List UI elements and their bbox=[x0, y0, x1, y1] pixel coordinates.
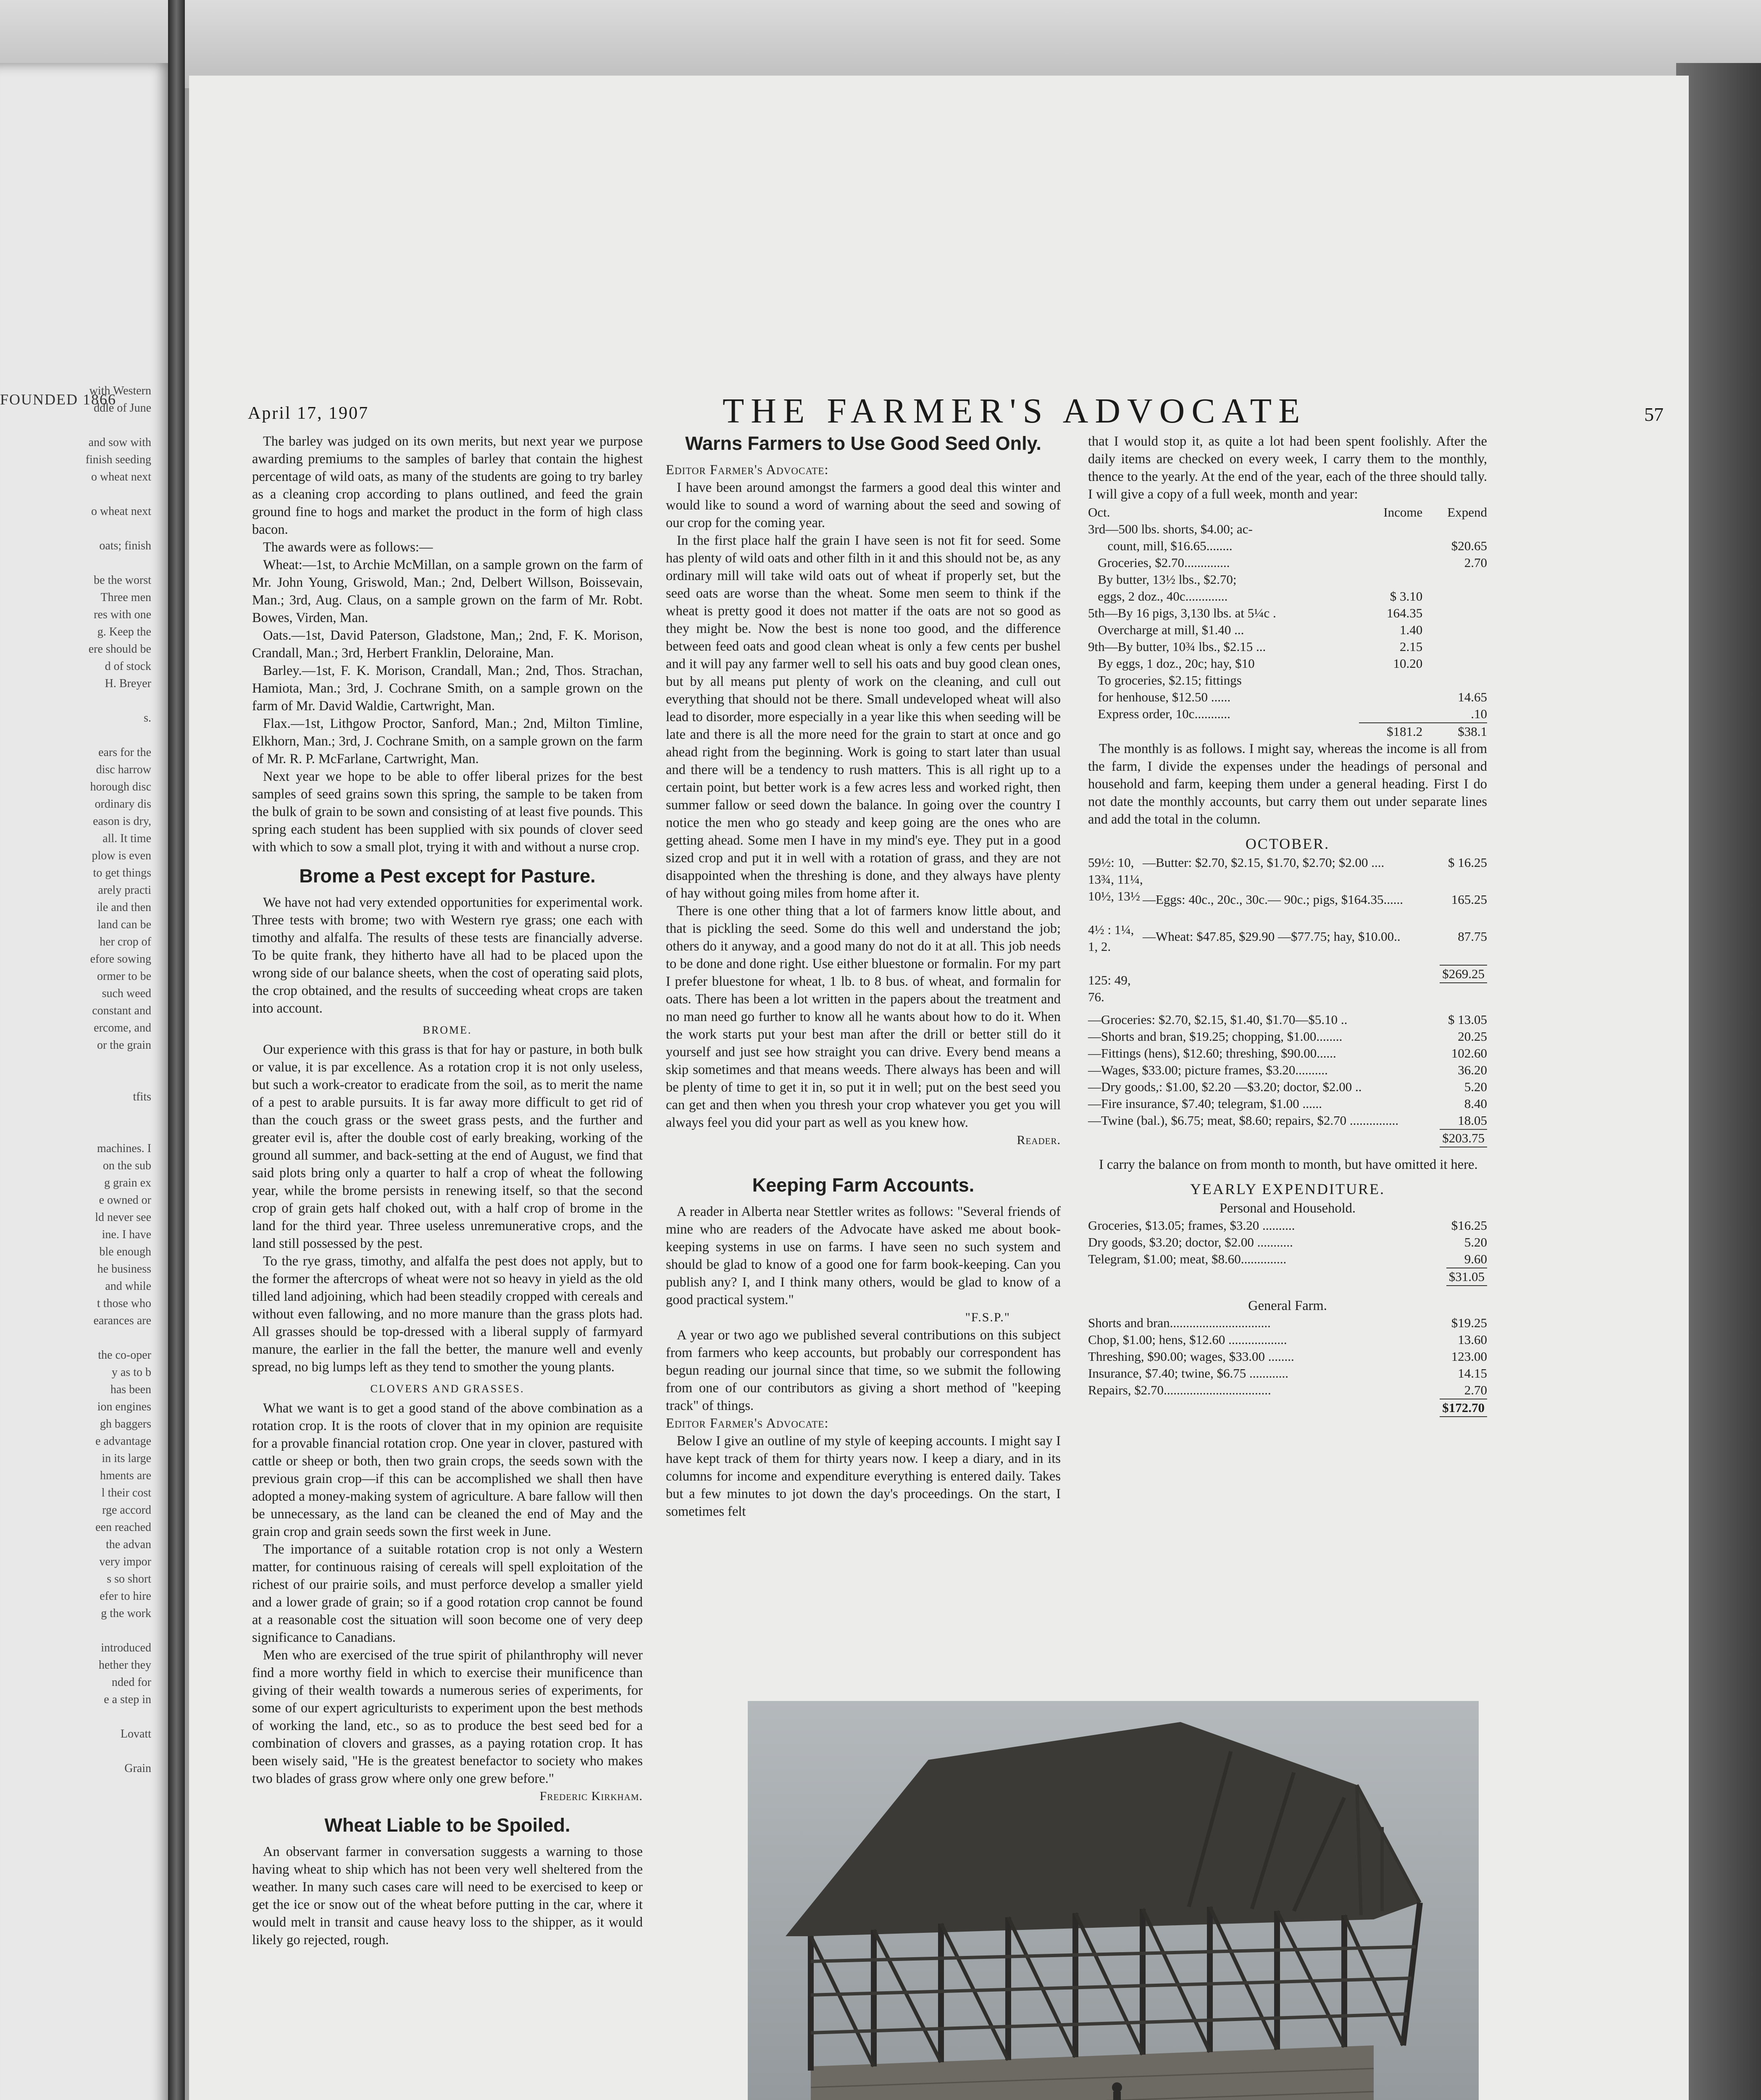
expend-value bbox=[1422, 655, 1487, 672]
fragment-line: on the sub bbox=[103, 1159, 151, 1172]
row-label: Telegram, $1.00; meat, $8.60.............. bbox=[1088, 1252, 1287, 1266]
personal-expenditure-table bbox=[1088, 1217, 1487, 1286]
table-row bbox=[1088, 1234, 1487, 1251]
table-row bbox=[1088, 1331, 1487, 1348]
income-value bbox=[1359, 521, 1422, 538]
expend-value bbox=[1422, 571, 1487, 588]
article-headline: Warns Farmers to Use Good Seed Only. bbox=[685, 433, 1041, 454]
publication-title: THE FARMER'S ADVOCATE bbox=[723, 391, 1307, 430]
row-label: Overcharge at mill, $1.40 ... bbox=[1088, 622, 1244, 637]
row-amount: 36.20 bbox=[1458, 1063, 1487, 1077]
fragment-line: hments are bbox=[100, 1469, 151, 1482]
fragment-line bbox=[8, 486, 151, 503]
fragment-line: hether they bbox=[98, 1659, 151, 1672]
table-row bbox=[1088, 1095, 1487, 1112]
date-line: 13¾, 11¼, bbox=[1088, 872, 1143, 887]
editor-salutation: Editor Farmer's Advocate: bbox=[666, 1416, 829, 1431]
fragment-line bbox=[8, 520, 151, 537]
table-row bbox=[1088, 706, 1487, 723]
fragment-line: gh baggers bbox=[100, 1418, 151, 1431]
paragraph: We have not had very extended opportunities for experimental work. Three tests with brome; two with Western rye grass; one each with timothy and alfalfa. The results of these tests are financially adverse. To be quite frank, they hitherto have all had to be placed upon the wrong side of our balance sheets, when the cost of operating said plots, the crop obtained, and the results of succeeding wheat crops are taken into account. bbox=[252, 895, 643, 1016]
newspaper-page bbox=[189, 76, 1689, 2100]
date-line bbox=[1088, 905, 1143, 921]
row-amount: $19.25 bbox=[1451, 1315, 1487, 1330]
fragment-line: to get things bbox=[93, 866, 151, 879]
paragraph: To the rye grass, timothy, and alfalfa the pest does not apply, but to the former the aftercrops of wheat were not so heavy in yield as the old tilled land adjoining, which had been steadily cropped with cereals and without even fallowing, and no more manure than the grass plots had. All grasses should be top-dressed with a liberal supply of farmyard manure, the earlier in the fall the better, the manure well and evenly spread, no big lumps left as they tend to smother the young plants. bbox=[252, 1254, 643, 1375]
paragraph: Flax.—1st, Lithgow Proctor, Sanford, Man.; 2nd, Milton Timline, Elkhorn, Man.; 3rd, J. Cochrane Smith, on a sample grown on the farm of Mr. R. P. McFarlane, Cartwright, Man. bbox=[252, 716, 643, 766]
income-value bbox=[1359, 706, 1422, 723]
fragment-line: e owned or bbox=[99, 1194, 151, 1207]
date-line: 76. bbox=[1088, 990, 1104, 1004]
table-total-row bbox=[1088, 1129, 1487, 1147]
fragment-line: t those who bbox=[97, 1297, 151, 1310]
table-row bbox=[1088, 1315, 1487, 1331]
fragment-line: res with one bbox=[94, 608, 151, 621]
personal-total: $31.05 bbox=[1446, 1268, 1487, 1286]
row-label: —Twine (bal.), $6.75; meat, $8.60; repairs, $2.70 ............... bbox=[1088, 1113, 1399, 1128]
paragraph: Men who are exercised of the true spirit of philanthrophy will never find a more worthy field in which to exercise their munificence than giving of their wealth towards a numerous series of experiments, for some of our expert agriculturists to experiment upon the best methods of working the land, etc., so as to produce the best seed bed for a combination of clovers and grasses, as a paying rotation crop. It has been wisely said, "He is the greatest benefactor to society who makes two blades of grass grow where only one grew before." bbox=[252, 1648, 643, 1786]
october-account bbox=[1088, 854, 1487, 1005]
row-label: By eggs, 1 doz., 20c; hay, $10 bbox=[1088, 656, 1255, 671]
signature: Reader. bbox=[1017, 1133, 1061, 1147]
row-amount: 9.60 bbox=[1464, 1252, 1487, 1266]
fragment-line: and sow with bbox=[88, 436, 151, 449]
column-header: Oct. bbox=[1088, 505, 1110, 520]
signature: "F.S.P." bbox=[965, 1310, 1010, 1324]
fragment-line: d of stock bbox=[105, 660, 151, 673]
table-row bbox=[1088, 1382, 1487, 1399]
fragment-line: with Western bbox=[89, 384, 151, 397]
row-label: To groceries, $2.15; fittings bbox=[1088, 673, 1242, 688]
fragment-line: g grain ex bbox=[104, 1176, 151, 1189]
income-value: $ 3.10 bbox=[1390, 589, 1423, 604]
fragment-line: plow is even bbox=[92, 849, 151, 862]
table-row bbox=[1088, 672, 1487, 689]
income-value: 2.15 bbox=[1400, 639, 1423, 654]
fragment-line: her crop of bbox=[100, 935, 151, 948]
row-label: count, mill, $16.65........ bbox=[1088, 538, 1233, 553]
barn-frame-illustration bbox=[748, 1701, 1479, 2100]
row-amount: 13.60 bbox=[1458, 1332, 1487, 1347]
fragment-line: ere should be bbox=[88, 643, 151, 656]
table-row bbox=[1088, 521, 1487, 538]
scan-top-margin bbox=[0, 0, 1761, 88]
row-amount: 18.05 bbox=[1458, 1113, 1487, 1128]
fragment-line: earances are bbox=[93, 1314, 151, 1327]
row-amount: 20.25 bbox=[1458, 1029, 1487, 1044]
column-2 bbox=[666, 433, 1061, 1520]
barn-frame-photo bbox=[748, 1701, 1479, 2100]
expend-value bbox=[1422, 605, 1487, 622]
paragraph: There is one other thing that a lot of farmers know little about, and that is pickling the seed. Some do this well and understand the job; others do it anyway, and a good many do not do it at all. This job needs to be done and done right. Use either bluestone or formalin. For my part I prefer bluestone for wheat, 1 lb. to 8 bus. of wheat, and formalin for oats. There has been a lot written in the papers about the treatment and no man need go further to know all he wants about how to do it. When the work starts put your best man after the drill or better still do it yourself and just see how straight you can drive. Every bend means a skip sometimes and that means weeds. There always has been and will be plenty of time to get it in, so put it in well; put on the best seed you can get and then when you thresh your crop whatever you get you will always feel you did your part as well as you knew how. bbox=[666, 903, 1061, 1130]
fragment-line bbox=[8, 1105, 151, 1123]
column-header: Expend bbox=[1447, 505, 1487, 520]
row-label: —Fittings (hens), $12.60; threshing, $90.00...... bbox=[1088, 1046, 1336, 1060]
income-value: 10.20 bbox=[1393, 656, 1423, 671]
previous-page-column bbox=[8, 382, 151, 1777]
income-value: 1.40 bbox=[1400, 622, 1423, 637]
fragment-line: Grain bbox=[124, 1762, 151, 1775]
fragment-line: machines. I bbox=[97, 1142, 151, 1155]
row-label: —Groceries: $2.70, $2.15, $1.40, $1.70—$5.10 .. bbox=[1088, 1012, 1348, 1027]
fragment-line: nded for bbox=[111, 1676, 151, 1689]
weekly-account-table bbox=[1088, 503, 1487, 740]
row-label: —Wheat: $47.85, $29.90 —$77.75; hay, $10.00.. bbox=[1143, 929, 1401, 944]
paragraph: An observant farmer in conversation suggests a warning to those having wheat to ship which has not been very well sheltered from the weather. In many such cases care will need to be exercised to keep or get the ice or snow out of the wheat before putting in the car, where it would melt in transit and cause heavy loss to the shipper, as it would likely go rejected, rough. bbox=[252, 1844, 643, 1948]
book-gutter bbox=[168, 0, 185, 2100]
expend-value bbox=[1422, 638, 1487, 655]
row-label: 5th—By 16 pigs, 3,130 lbs. at 5¼c . bbox=[1088, 606, 1276, 620]
row-amount: $16.25 bbox=[1451, 1218, 1487, 1233]
fragment-line: tfits bbox=[133, 1090, 151, 1103]
subhead: CLOVERS AND GRASSES. bbox=[370, 1383, 525, 1395]
row-amount: 8.40 bbox=[1464, 1096, 1487, 1111]
paragraph: Wheat:—1st, to Archie McMillan, on a sample grown on the farm of Mr. John Young, Griswold, Man.; 2nd, Delbert Willson, Boissevain, Man.; 3rd, Aug. Claus, on a sample grown on the farm of Mr. Robt. Bowes, Virden, Man. bbox=[252, 557, 643, 625]
article-headline: Brome a Pest except for Pasture. bbox=[299, 865, 596, 887]
october-expend-table bbox=[1088, 1011, 1487, 1147]
table-row bbox=[1143, 891, 1487, 928]
october-expend-total: $203.75 bbox=[1440, 1129, 1487, 1147]
fragment-line: ble enough bbox=[99, 1245, 151, 1258]
paragraph: Next year we hope to be able to offer liberal prizes for the best samples of seed grains sown this spring, the sample to be taken from the bulk of grain to be sown and consisting of at least five pounds. This spring each student has been supplied with six pounds of clover seed with which to sow a small plot, trying it with and without a nurse crop. bbox=[252, 769, 643, 855]
fragment-line: o wheat next bbox=[91, 505, 151, 518]
paragraph: A reader in Alberta near Stettler writes as follows: "Several friends of mine who are readers of the Advocate have asked me about book-keeping systems in use on farms. I have seen no such system and should be glad to know of a good one for farm book-keeping. Can you publish any? I, and I think many others, would be glad to know of a good practical system." bbox=[666, 1204, 1061, 1307]
fragment-line bbox=[8, 1708, 151, 1725]
issue-date: April 17, 1907 bbox=[248, 404, 369, 423]
fragment-line: ion engines bbox=[97, 1400, 151, 1413]
general-total: $172.70 bbox=[1440, 1399, 1487, 1417]
row-label: —Fire insurance, $7.40; telegram, $1.00 ...... bbox=[1088, 1096, 1322, 1111]
table-row bbox=[1088, 1028, 1487, 1045]
fragment-line: all. It time bbox=[103, 832, 151, 845]
row-label: Threshing, $90.00; wages, $33.00 ........ bbox=[1088, 1349, 1294, 1364]
income-value bbox=[1359, 538, 1422, 554]
paragraph: What we want is to get a good stand of the above combination as a rotation crop. It is the roots of clover that in my opinion are requisite for a provable financial rotation crop. One year in clover, pastured with cattle or sheep or both, then two grain crops, the seeds sown with the previous grain crop—if this can be accomplished we shall then have adopted a money-making system of agriculture. A bare fallow will then be unnecessary, as the land can be cleaned the end of May and the grain crop and grain seeds sown the first week in June. bbox=[252, 1401, 643, 1539]
fragment-line: ld never see bbox=[95, 1211, 151, 1224]
editor-salutation: Editor Farmer's Advocate: bbox=[666, 462, 829, 478]
table-row bbox=[1143, 928, 1487, 965]
fragment-line: introduced bbox=[101, 1641, 151, 1654]
date-line: 125: 49, bbox=[1088, 973, 1131, 987]
row-label: By butter, 13½ lbs., $2.70; bbox=[1088, 572, 1237, 587]
expend-value: 14.65 bbox=[1458, 690, 1487, 704]
expend-value: 2.70 bbox=[1464, 555, 1487, 570]
fragment-line: Lovatt bbox=[120, 1727, 151, 1740]
fragment-line: constant and bbox=[92, 1004, 151, 1017]
total-income: $181.2 bbox=[1359, 723, 1422, 740]
table-header-row bbox=[1088, 503, 1487, 521]
row-label: Chop, $1.00; hens, $12.60 .................. bbox=[1088, 1332, 1287, 1347]
previous-page-header: FOUNDED 1866 bbox=[0, 391, 117, 408]
table-row bbox=[1088, 588, 1487, 605]
subhead: Personal and Household. bbox=[1219, 1201, 1356, 1216]
row-label: Groceries, $2.70.............. bbox=[1088, 555, 1230, 570]
row-amount: 2.70 bbox=[1464, 1383, 1487, 1397]
row-label: Groceries, $13.05; frames, $3.20 .......... bbox=[1088, 1218, 1295, 1233]
fragment-line: the co-oper bbox=[98, 1349, 151, 1362]
article-headline: Keeping Farm Accounts. bbox=[752, 1174, 975, 1196]
fragment-line: such weed bbox=[102, 987, 151, 1000]
table-row bbox=[1143, 854, 1487, 891]
fragment-line: y as to b bbox=[111, 1366, 151, 1379]
paragraph: The monthly is as follows. I might say, whereas the income is all from the farm, I divide the expenses under the headings of personal and household and farm, keeping them under a general heading. First I do not date the monthly accounts, but carry them out under separate lines and add the total in the column. bbox=[1088, 741, 1487, 827]
table-row bbox=[1088, 1348, 1487, 1365]
fragment-line: ine. I have bbox=[102, 1228, 151, 1241]
scan-right-background bbox=[1676, 63, 1761, 2100]
date-line: 4½ : 1¼, bbox=[1088, 922, 1134, 937]
paragraph: The importance of a suitable rotation crop is not only a Western matter, for continuous raising of cereals will spell exploitation of the richest of our prairie soils, and must perforce develop a smaller yield and a lower grade of grain; so if a good rotation crop cannot be found at a reasonable cost the situation will soon become one of very deep significance to Canadians. bbox=[252, 1542, 643, 1645]
subhead: BROME. bbox=[423, 1024, 472, 1036]
fragment-line bbox=[8, 1123, 151, 1140]
paragraph: I have been around amongst the farmers a good deal this winter and would like to sound a word of warning about the seed and sowing of our crop for the coming year. bbox=[666, 480, 1061, 530]
fragment-line: in its large bbox=[102, 1452, 151, 1465]
table-row bbox=[1088, 1079, 1487, 1095]
october-income-rows bbox=[1143, 854, 1487, 965]
row-amount: 5.20 bbox=[1464, 1235, 1487, 1250]
fragment-line: be the worst bbox=[94, 574, 151, 587]
paragraph: The barley was judged on its own merits, but next year we purpose awarding premiums to the samples of barley that contain the highest percentage of wild oats, as many of the students are going to try barley as a cleaning crop according to plans outlined, and feed the grain ground fine to hogs and market the product in the form of high class bacon. bbox=[252, 434, 643, 537]
paragraph: A year or two ago we published several contributions on this subject from farmers who keep accounts, but probably our correspondent has begun reading our journal since that time, so we submit the following from one of our contributors as giving a short method of "keeping track" of things. bbox=[666, 1328, 1061, 1413]
row-label: Repairs, $2.70................................. bbox=[1088, 1383, 1271, 1397]
paragraph: Below I give an outline of my style of keeping accounts. I might say I have kept track of them for thirty years now. I keep a diary, and in its columns for income and expenditure everything is entered daily. Takes but a few minutes to jot down the day's proceedings. On the start, I sometimes felt bbox=[666, 1433, 1061, 1519]
fragment-line bbox=[8, 1054, 151, 1071]
table-row bbox=[1088, 638, 1487, 655]
row-amount: 87.75 bbox=[1458, 929, 1487, 944]
fragment-line: o wheat next bbox=[91, 470, 151, 483]
fragment-line: oats; finish bbox=[99, 539, 151, 552]
fragment-line: l their cost bbox=[101, 1486, 151, 1499]
october-income-total: $269.25 bbox=[1440, 965, 1487, 983]
table-total-row bbox=[1088, 723, 1487, 740]
fragment-line bbox=[8, 1622, 151, 1639]
table-total-row bbox=[1143, 965, 1487, 1005]
income-value bbox=[1359, 571, 1422, 588]
paragraph: I carry the balance on from month to month, but have omitted it here. bbox=[1099, 1157, 1478, 1172]
table-total-row bbox=[1088, 1268, 1487, 1286]
fragment-line bbox=[8, 727, 151, 744]
row-label: eggs, 2 doz., 40c............. bbox=[1088, 589, 1228, 604]
row-label: for henhouse, $12.50 ...... bbox=[1088, 690, 1231, 704]
table-row bbox=[1088, 1011, 1487, 1028]
fragment-line: ile and then bbox=[96, 901, 151, 914]
paragraph: that I would stop it, as quite a lot had been spent foolishly. After the daily items are checked on every week, I carry them to the monthly, thence to the yearly. At the end of the year, each of the three should tally. I will give a copy of a full week, month and year: bbox=[1088, 434, 1487, 502]
paragraph: Our experience with this grass is that for hay or pasture, in both bulk or value, it is par excellence. As a rotation crop it is not only useless, but such a work-creator to eradicate from the soil, as to merit the name of a pest to arable pursuits. It is far away more difficult to get rid of than the couch grass or the sweet grass pests, and the further and greater evil is, after the double cost of early breaking, working of the ground all summer, and back-setting at the end of August, we find that said plots bring only a quarter to half a crop of wheat the following year, while the brome persists in renewing itself, so that the second crop of grain gets half choked out, with a half crop of brome in the land for the third year. Three useless unremunerative crops, and the land still possessed by the pest. bbox=[252, 1042, 643, 1251]
fragment-line: the advan bbox=[105, 1538, 151, 1551]
row-amount: 14.15 bbox=[1458, 1366, 1487, 1381]
fragment-line: eason is dry, bbox=[93, 815, 151, 828]
row-label: Dry goods, $3.20; doctor, $2.00 ........... bbox=[1088, 1235, 1293, 1250]
fragment-line bbox=[8, 1329, 151, 1347]
fragment-line: s. bbox=[144, 711, 151, 724]
fragment-line: very impor bbox=[99, 1555, 151, 1568]
row-label: —Dry goods,: $1.00, $2.20 —$3.20; doctor, $2.00 .. bbox=[1088, 1079, 1362, 1094]
fragment-line: s so short bbox=[107, 1572, 151, 1586]
income-value bbox=[1359, 554, 1422, 571]
table-row bbox=[1088, 1251, 1487, 1268]
date-line bbox=[1088, 955, 1143, 972]
table-row bbox=[1088, 538, 1487, 554]
fragment-line: or the grain bbox=[97, 1039, 151, 1052]
row-label: —Wages, $33.00; picture frames, $3.20.......... bbox=[1088, 1063, 1328, 1077]
row-label: Express order, 10c........... bbox=[1088, 706, 1230, 721]
expend-value bbox=[1422, 521, 1487, 538]
paragraph: Barley.—1st, F. K. Morison, Crandall, Man.; 2nd, Thos. Strachan, Hamiota, Man.; 3rd, J. Cochrane Smith, on a sample grown on the farm of Mr. David Waldie, Cartwright, Man. bbox=[252, 663, 643, 714]
october-income-table bbox=[1143, 854, 1487, 1005]
fragment-line: efore sowing bbox=[90, 953, 151, 966]
masthead bbox=[248, 386, 1676, 433]
october-date-column bbox=[1088, 854, 1143, 1005]
table-row bbox=[1088, 622, 1487, 638]
personal-rows bbox=[1088, 1217, 1487, 1268]
income-value: 164.35 bbox=[1387, 606, 1423, 620]
fragment-line: e a step in bbox=[104, 1693, 151, 1706]
table-row bbox=[1088, 1045, 1487, 1062]
fragment-line: ears for the bbox=[98, 746, 151, 759]
date-line: 10½, 13½ bbox=[1088, 889, 1140, 903]
row-amount: 123.00 bbox=[1451, 1349, 1487, 1364]
fragment-line: rge accord bbox=[102, 1504, 151, 1517]
row-amount: 102.60 bbox=[1451, 1046, 1487, 1060]
row-label: —Eggs: 40c., 20c., 30c.— 90c.; pigs, $164.35...... bbox=[1143, 892, 1403, 907]
article-headline: Wheat Liable to be Spoiled. bbox=[324, 1814, 570, 1836]
expend-value bbox=[1422, 672, 1487, 689]
row-label: —Butter: $2.70, $2.15, $1.70, $2.70; $2.00 .... bbox=[1143, 855, 1385, 870]
table-row bbox=[1088, 1217, 1487, 1234]
fragment-line: ormer to be bbox=[97, 970, 151, 983]
fragment-line: land can be bbox=[97, 918, 151, 931]
expend-value: .10 bbox=[1471, 706, 1487, 721]
table-row bbox=[1088, 605, 1487, 622]
table-row bbox=[1088, 689, 1487, 706]
date-line: 59½: 10, bbox=[1088, 855, 1134, 870]
fragment-line: efer to hire bbox=[100, 1590, 151, 1603]
row-amount: 5.20 bbox=[1464, 1079, 1487, 1094]
row-amount: $ 16.25 bbox=[1448, 855, 1487, 870]
fragment-line: ordinary dis bbox=[95, 798, 151, 811]
fragment-line: has been bbox=[110, 1383, 151, 1396]
general-rows bbox=[1088, 1315, 1487, 1399]
date-line: 1, 2. bbox=[1088, 939, 1111, 954]
paragraph: The awards were as follows:— bbox=[263, 540, 433, 555]
fragment-line: finish seeding bbox=[85, 453, 151, 466]
fragment-line: horough disc bbox=[90, 780, 151, 793]
signature: Frederic Kirkham. bbox=[539, 1789, 643, 1803]
row-label: Insurance, $7.40; twine, $6.75 ............ bbox=[1088, 1366, 1288, 1381]
expend-value: $20.65 bbox=[1451, 538, 1487, 553]
subhead: YEARLY EXPENDITURE. bbox=[1190, 1181, 1385, 1197]
fragment-line: g. Keep the bbox=[97, 625, 151, 638]
fragment-line: een reached bbox=[95, 1521, 151, 1534]
fragment-line: arely practi bbox=[98, 884, 151, 897]
fragment-line: he business bbox=[97, 1263, 151, 1276]
fragment-line: ddle of June bbox=[94, 402, 151, 415]
fragment-line: g the work bbox=[101, 1607, 151, 1620]
general-farm-table bbox=[1088, 1315, 1487, 1417]
column-1 bbox=[252, 433, 643, 1949]
fragment-line bbox=[8, 417, 151, 434]
table-row bbox=[1088, 1062, 1487, 1079]
table-row bbox=[1088, 571, 1487, 588]
previous-page-fragment bbox=[0, 63, 176, 2100]
row-label: Shorts and bran............................... bbox=[1088, 1315, 1271, 1330]
row-label: 3rd—500 lbs. shorts, $4.00; ac- bbox=[1088, 522, 1253, 536]
subhead: General Farm. bbox=[1248, 1298, 1327, 1313]
fragment-line bbox=[8, 554, 151, 572]
income-value bbox=[1359, 672, 1422, 689]
fragment-line: ercome, and bbox=[94, 1021, 151, 1034]
fragment-line bbox=[8, 692, 151, 709]
fragment-line bbox=[8, 1071, 151, 1088]
income-value bbox=[1359, 689, 1422, 706]
fragment-line: H. Breyer bbox=[105, 677, 151, 690]
table-total-row bbox=[1088, 1399, 1487, 1417]
total-expend: $38.1 bbox=[1422, 723, 1487, 740]
fragment-line: Three men bbox=[100, 591, 151, 604]
fragment-line: disc harrow bbox=[96, 763, 151, 776]
table-row bbox=[1088, 655, 1487, 672]
subhead: OCTOBER. bbox=[1245, 835, 1330, 852]
page-number: 57 bbox=[1644, 404, 1664, 425]
row-label: 9th—By butter, 10¾ lbs., $2.15 ... bbox=[1088, 639, 1266, 654]
row-amount: $ 13.05 bbox=[1448, 1012, 1487, 1027]
column-3 bbox=[1088, 433, 1487, 1417]
expend-value bbox=[1422, 622, 1487, 638]
table-row bbox=[1088, 1365, 1487, 1382]
paragraph: In the first place half the grain I have seen is not fit for seed. Some has plenty of wild oats and other filth in it and this should not be, as any ordinary mill will take wild oats out of wheat if properly set, but the seed oats are worse than the wheat. Some men seem to think if the wheat is pretty good it does not matter if the oats are not so good as they might be. Now the best is none too good, and the difference between feed oats and good clean wheat is only a few cents per bushel and it will pay any farmer well to sell his oats and buy good clean ones, but by all means put plenty of work on the cleaning, and cull out everything that should not be there. Small undeveloped wheat will also lead to disorder, more especially in a year like this when seeding will be late and there is all the more need for the grain to start at once and go ahead right from the beginning. Work is going to start later than usual and there will be a tendency to rush matters. This is all right up to a certain point, but better work is a few acres less and worked right, then summer fallow or seed down the balance. In going over the country I notice the men who go steady and keep going are the ones who are getting ahead. Some men I have in my mind's eye. They put in a good sized crop and put it in well with a rotation of grass, and they are not disappointed when the threshing is done, and they always have plenty of hay without going miles from home after it. bbox=[666, 533, 1061, 901]
weekly-account-rows bbox=[1088, 521, 1487, 723]
october-expend-rows bbox=[1088, 1011, 1487, 1129]
row-amount: 165.25 bbox=[1451, 892, 1487, 907]
paragraph: Oats.—1st, David Paterson, Gladstone, Man,; 2nd, F. K. Morison, Crandall, Man.; 3rd, Herbert Franklin, Deloraine, Man. bbox=[252, 628, 643, 661]
table-row bbox=[1088, 554, 1487, 571]
table-row bbox=[1088, 1112, 1487, 1129]
expend-value bbox=[1422, 588, 1487, 605]
fragment-line bbox=[8, 1743, 151, 1760]
column-header: Income bbox=[1383, 505, 1423, 520]
row-label: —Shorts and bran, $19.25; chopping, $1.00........ bbox=[1088, 1029, 1343, 1044]
fragment-line: and while bbox=[105, 1280, 151, 1293]
fragment-line: e advantage bbox=[95, 1435, 151, 1448]
